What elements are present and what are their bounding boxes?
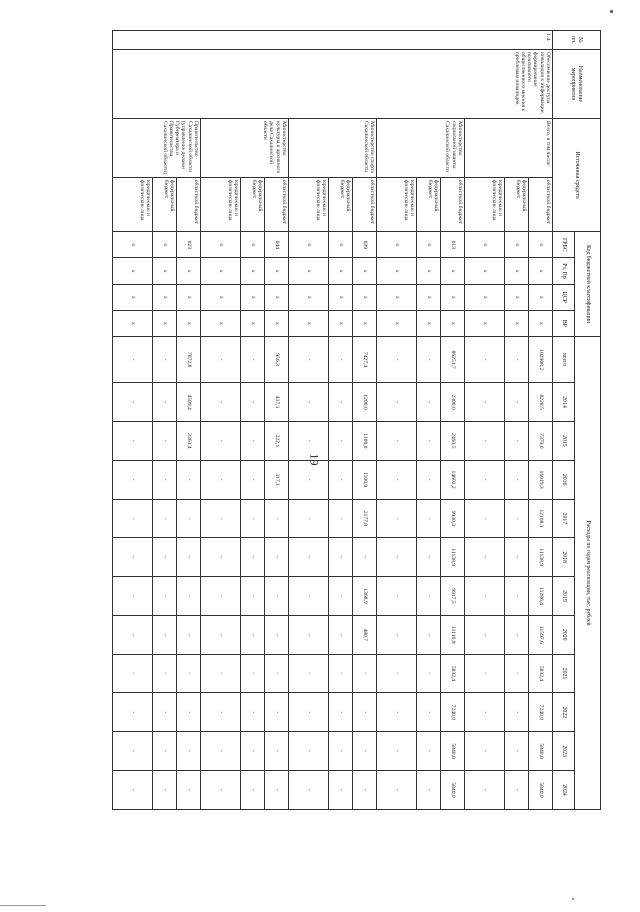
value-cell: 317,1 [265,460,289,499]
rotated-table-container [85,30,601,810]
value-cell: - [241,538,265,577]
value-cell: - [265,732,289,771]
value-cell: - [241,383,265,422]
source-cell: федеральный бюджет [505,177,529,232]
value-cell: - [353,732,377,771]
value-cell: - [113,654,153,693]
value-cell: - [241,732,265,771]
value-cell: - [241,654,265,693]
source-cell: областной бюджет [441,177,465,232]
code-cell: x [377,284,417,310]
code-cell: x [529,258,553,284]
source-cell: юридические и физические лица [465,177,505,232]
source-cell: юридические и физические лица [377,177,417,232]
value-cell: 9917,5 [441,577,465,616]
value-cell: - [265,771,289,810]
code-cell: x [505,310,529,336]
header-year-col: 2020 [553,615,575,654]
source-cell: федеральный бюджет [417,177,441,232]
code-cell: x [241,258,265,284]
value-cell: 102908,2 [529,337,553,383]
code-cell: x [465,284,505,310]
code-cell: x [201,232,241,258]
code-cell: x [329,310,353,336]
code-cell: x [177,310,201,336]
value-cell: - [377,421,417,460]
value-cell: - [201,460,241,499]
value-cell: - [465,538,505,577]
value-cell: - [417,499,441,538]
value-cell: - [377,771,417,810]
value-cell: - [377,538,417,577]
header-no: № пп. [553,31,601,50]
page-number: 19 [307,453,322,466]
value-cell: - [505,337,529,383]
code-cell: x [353,310,377,336]
scan-edge-line [0,905,46,906]
code-cell: x [353,284,377,310]
value-cell: - [177,538,201,577]
value-cell: - [265,693,289,732]
value-cell: - [153,732,177,771]
value-cell: - [265,499,289,538]
value-cell: - [289,693,329,732]
value-cell: 14602,2 [441,460,465,499]
value-cell: - [153,421,177,460]
value-cell: - [201,732,241,771]
value-cell: - [353,538,377,577]
value-cell: - [113,771,153,810]
value-cell: - [289,460,329,499]
scan-speck [610,10,613,13]
value-cell: - [353,693,377,732]
value-cell: - [377,693,417,732]
code-cell: x [353,258,377,284]
value-cell: - [289,337,329,383]
code-cell: x [329,232,353,258]
value-cell: - [289,538,329,577]
code-cell: x [441,284,465,310]
header-code-col: ЦСР [553,284,575,310]
value-cell: - [417,615,441,654]
value-cell: - [153,383,177,422]
scan-speck [572,898,574,900]
value-cell: - [201,421,241,460]
code-cell: x [377,232,417,258]
code-cell: x [329,284,353,310]
value-cell: - [465,654,505,693]
value-cell: - [417,421,441,460]
code-cell: x [465,232,505,258]
code-cell: x [289,310,329,336]
value-cell: 417,1 [265,383,289,422]
source-cell: федеральный бюджет [241,177,265,232]
code-cell: x [377,310,417,336]
value-cell: - [241,499,265,538]
value-cell: - [353,771,377,810]
value-cell: - [505,654,529,693]
value-cell: 7872,8 [177,337,201,383]
value-cell: - [113,337,153,383]
code-cell: x [113,284,153,310]
value-cell: - [241,693,265,732]
code-cell: x [153,258,177,284]
value-cell: - [417,693,441,732]
budget-table [112,30,601,810]
code-cell: x [113,310,153,336]
header-code-col: ВР [553,310,575,336]
value-cell: 11286,4 [529,577,553,616]
code-cell: x [265,284,289,310]
code-cell: x [201,284,241,310]
value-cell: 12108,1 [529,499,553,538]
value-cell: - [465,771,505,810]
source-cell: юридические и физические лица [289,177,329,232]
value-cell: - [177,460,201,499]
value-cell: 1100,0 [353,421,377,460]
value-cell: - [417,460,441,499]
source-cell: областной бюджет [529,177,553,232]
value-cell: - [153,654,177,693]
source-cell: юридические и физические лица [201,177,241,232]
value-cell: - [201,499,241,538]
value-cell: - [177,693,201,732]
code-cell: 023 [177,232,201,258]
source-cell: федеральный бюджет [329,177,353,232]
value-cell: - [289,421,329,460]
value-cell: - [417,538,441,577]
table-row [529,31,553,810]
value-cell: - [265,654,289,693]
value-cell: - [153,538,177,577]
value-cell: - [241,421,265,460]
header-year-col: 2022 [553,693,575,732]
value-cell: - [113,499,153,538]
value-cell: - [465,421,505,460]
code-cell: x [265,310,289,336]
value-cell: - [201,771,241,810]
value-cell: - [329,383,353,422]
activity-name: Обеспечение доступа инвалидов к информации, формирование позитивного общественного мнения к проблемам инвалидов [113,49,553,118]
code-cell: x [113,258,153,284]
value-cell: - [201,383,241,422]
code-cell: x [265,258,289,284]
value-cell: - [465,693,505,732]
value-cell: 222,1 [265,421,289,460]
value-cell: 5840,0 [529,771,553,810]
value-cell: - [377,499,417,538]
code-cell: x [505,258,529,284]
header-year-col: 2014 [553,383,575,422]
value-cell: - [329,693,353,732]
value-cell: - [505,732,529,771]
value-cell: - [329,337,353,383]
value-cell: - [377,615,417,654]
code-cell: x [377,258,417,284]
value-cell: - [153,577,177,616]
code-cell: 044 [265,232,289,258]
value-cell: - [201,337,241,383]
code-cell: x [505,284,529,310]
value-cell: - [265,615,289,654]
value-cell: 11597,6 [529,615,553,654]
value-cell: - [177,499,201,538]
header-expense-group: Расходы по годам реализации, тыс. рублей [575,337,601,810]
code-cell: x [241,310,265,336]
value-cell: - [113,421,153,460]
value-cell: - [329,577,353,616]
code-cell: x [177,258,201,284]
header-source: Источники средств [553,119,601,232]
value-cell: 11116,9 [441,615,465,654]
value-cell: - [505,538,529,577]
value-cell: - [177,577,201,616]
value-cell: 1100,0 [353,460,377,499]
executor-cell: Министерство социальной защиты Сахалинской области [377,119,465,178]
value-cell: - [465,383,505,422]
value-cell: 86251,7 [441,337,465,383]
value-cell: - [377,383,417,422]
value-cell: - [329,654,353,693]
code-cell: x [289,258,329,284]
value-cell: - [265,577,289,616]
header-year-col: 2021 [553,654,575,693]
source-cell: федеральный бюджет [153,177,177,232]
source-cell: областной бюджет [353,177,377,232]
code-cell: x [441,258,465,284]
value-cell: 7240,0 [529,693,553,732]
value-cell: 8228,5 [529,383,553,422]
value-cell: 5832,4 [529,654,553,693]
value-cell: - [417,337,441,383]
table-body [113,31,553,810]
value-cell: - [329,732,353,771]
value-cell: - [289,732,329,771]
executor-cell: Министерство культуры и архивного дела Сахалинской области [201,119,289,178]
value-cell: - [177,771,201,810]
value-cell: 5832,4 [441,654,465,693]
value-cell: - [417,654,441,693]
header-year-col: 2024 [553,771,575,810]
value-cell: - [465,460,505,499]
value-cell: - [505,383,529,422]
value-cell: 2177,8 [353,499,377,538]
value-cell: - [241,577,265,616]
header-year-col: 2018 [553,538,575,577]
code-cell: x [505,232,529,258]
value-cell: - [505,771,529,810]
code-cell: 039 [353,232,377,258]
code-cell: 013 [441,232,465,258]
header-code-group: Код бюджетной классификации [575,232,601,337]
value-cell: - [417,732,441,771]
value-cell: - [153,499,177,538]
code-cell: x [529,284,553,310]
table-row [177,31,201,810]
item-number: 1.4. [113,31,553,50]
code-cell: x [329,258,353,284]
value-cell: - [241,460,265,499]
value-cell: - [289,771,329,810]
value-cell: - [417,577,441,616]
value-cell: - [465,337,505,383]
value-cell: - [113,577,153,616]
code-cell: x [153,232,177,258]
value-cell: - [329,615,353,654]
value-cell: - [289,615,329,654]
value-cell: 7427,4 [353,337,377,383]
value-cell: 5840,0 [441,732,465,771]
value-cell: - [113,732,153,771]
value-cell: - [465,577,505,616]
value-cell: - [465,732,505,771]
code-cell: x [201,258,241,284]
source-cell: областной бюджет [265,177,289,232]
code-cell: x [417,232,441,258]
value-cell: - [153,460,177,499]
source-cell: областной бюджет [177,177,201,232]
value-cell: - [329,538,353,577]
code-cell: x [113,232,153,258]
header-year-col: 2019 [553,577,575,616]
value-cell: - [417,771,441,810]
table-header [553,31,601,810]
value-cell: - [289,499,329,538]
value-cell: - [505,577,529,616]
value-cell: - [505,421,529,460]
value-cell: - [289,654,329,693]
header-code-col: Рз, Пр [553,258,575,284]
value-cell: - [113,460,153,499]
code-cell: x [417,258,441,284]
header-code-col: ГРБС [553,232,575,258]
value-cell: - [201,693,241,732]
table-row [265,31,289,810]
code-cell: x [241,284,265,310]
value-cell: 9930,3 [441,499,465,538]
value-cell: - [113,538,153,577]
header-year-col: 2023 [553,732,575,771]
value-cell: - [201,538,241,577]
value-cell: - [377,654,417,693]
value-cell: - [265,538,289,577]
value-cell: 2493,5 [441,421,465,460]
value-cell: 5840,0 [529,732,553,771]
executor-cell: Правительство Сахалинской области (управление делами Губернатора и Правительства Сахалинской области) [113,119,201,178]
value-cell: - [113,383,153,422]
value-cell: 11138,9 [529,538,553,577]
code-cell: x [153,310,177,336]
value-cell: - [377,732,417,771]
value-cell: 1200,0 [353,383,377,422]
value-cell: 16019,3 [529,460,553,499]
value-cell: - [113,615,153,654]
value-cell: - [505,460,529,499]
value-cell: - [505,693,529,732]
value-cell: - [201,577,241,616]
code-cell: x [289,284,329,310]
value-cell: - [377,577,417,616]
code-cell: x [465,310,505,336]
value-cell: - [241,771,265,810]
executor-cell: Министерство спорта Сахалинской области [289,119,377,178]
code-cell: x [529,232,553,258]
executor-cell: Всего, в том числе: [465,119,553,178]
value-cell: 7240,0 [441,693,465,732]
value-cell: - [329,421,353,460]
code-cell: x [177,284,201,310]
value-cell: - [177,654,201,693]
value-cell: - [329,499,353,538]
header-name: Наименование мероприятия [553,49,601,118]
value-cell: - [505,499,529,538]
value-cell: - [505,615,529,654]
value-cell: - [417,383,441,422]
value-cell: 2300,0 [441,383,465,422]
value-cell: - [177,615,201,654]
value-cell: - [377,337,417,383]
value-cell: - [329,771,353,810]
value-cell: - [153,337,177,383]
value-cell: 7379,0 [529,421,553,460]
table-row [353,31,377,810]
value-cell: - [353,654,377,693]
value-cell: 4509,4 [177,383,201,422]
code-cell: x [289,232,329,258]
source-cell: юридические и физические лица [113,177,153,232]
value-cell: - [241,337,265,383]
value-cell: - [153,693,177,732]
value-cell: - [153,771,177,810]
value-cell: - [241,615,265,654]
value-cell: 5840,0 [441,771,465,810]
value-cell: - [289,383,329,422]
value-cell: 480,7 [353,615,377,654]
value-cell: - [289,577,329,616]
code-cell: x [529,310,553,336]
header-year-col: 2015 [553,421,575,460]
code-cell: x [465,258,505,284]
value-cell: - [201,615,241,654]
value-cell: - [177,732,201,771]
value-cell: 956,3 [265,337,289,383]
code-cell: x [441,310,465,336]
header-year-col: 2017 [553,499,575,538]
value-cell: 11138,9 [441,538,465,577]
code-cell: x [417,310,441,336]
header-year-col: 2016 [553,460,575,499]
value-cell: - [201,654,241,693]
value-cell: - [465,615,505,654]
code-cell: x [241,232,265,258]
code-cell: x [153,284,177,310]
code-cell: x [201,310,241,336]
header-year-col: всего [553,337,575,383]
value-cell: - [329,460,353,499]
value-cell: 1368,9 [353,577,377,616]
value-cell: - [465,499,505,538]
value-cell: 3363,4 [177,421,201,460]
value-cell: - [153,615,177,654]
table-row [441,31,465,810]
value-cell: - [113,693,153,732]
code-cell: x [417,284,441,310]
value-cell: - [377,460,417,499]
